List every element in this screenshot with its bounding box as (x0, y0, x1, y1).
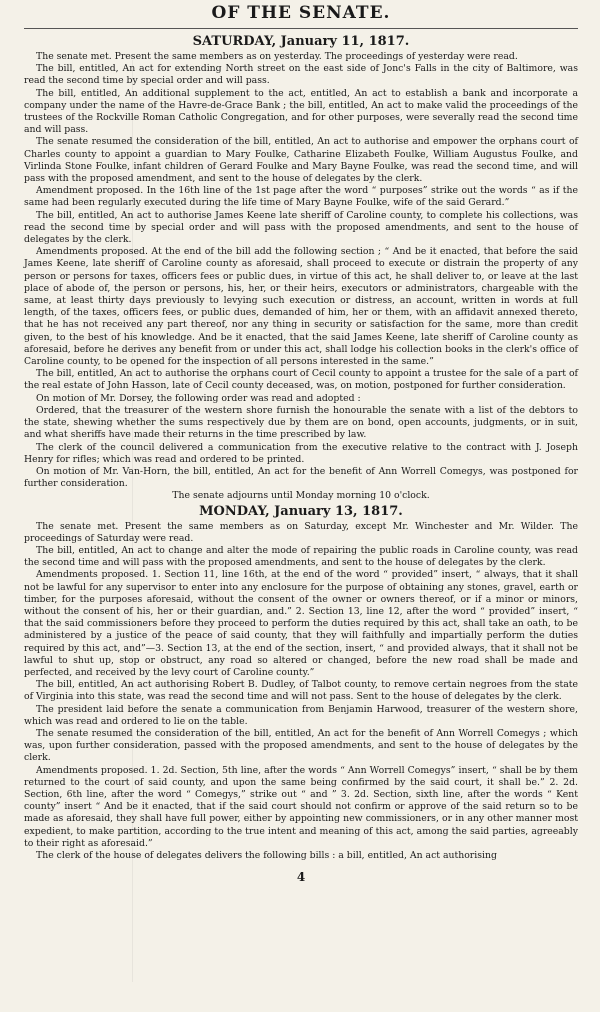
section-monday (24, 505, 578, 863)
paragraph: The bill, entitled, An act to authorise James Keene late sheriff of Caroline county, to complete his collections, was read the second time by special order and will pass with the proposed amendments, and sent to the house of delegates by the clerk. (24, 209, 578, 246)
paragraph: Amendment proposed. In the 16th line of the 1st page after the word “ purposes” strike out the words “ as if the same had been regularly executed during the life time of Mary Bayne Foulke, wife of the said Gerard.” (24, 185, 578, 209)
adjournment-line: The senate adjourns until Monday morning 10 o'clock. (172, 490, 430, 502)
section-date: SATURDAY, January 11, 1817. (192, 34, 410, 49)
paragraph: On motion of Mr. Van-Horn, the bill, entitled, An act for the benefit of Ann Worrell Comegys, was postponed for further consideration. (24, 465, 578, 490)
paragraph: The bill, entitled, An act to authorise the orphans court of Cecil county to appoint a trustee for the sale of a part of the real estate of John Hasson, late of Cecil county deceased, was, on motion, postponed for further consideration. (24, 368, 579, 392)
paragraph: The senate met. Present the same members as on yesterday. The proceedings of yesterday were read. (36, 51, 518, 62)
section-saturday (24, 35, 578, 503)
column-crease (132, 60, 133, 982)
paragraph: The clerk of the council delivered a communication from the executive relative to the contract with J. Joseph Henry for rifles; which was read and ordered to be printed. (24, 441, 578, 465)
paragraph: The bill, entitled, An act to change and alter the mode of repairing the public roads in Caroline county, was read the second time and will pass with the proposed amendments, and sent to the house of delegates by the clerk. (24, 544, 578, 569)
paragraph: The senate met. Present the same members as on Saturday, except Mr. Winchester and Mr. Wilder. The proceedings of Saturday were read. (24, 520, 578, 544)
paragraph: Amendments proposed. 1. Section 11, line 16th, at the end of the word “ provided” insert, “ always, that it shall not be lawful for any supervisor to enter into any enclosure for the purpose of obtaining any stones, gravel, earth or timber, for the purposes aforesaid, without the consent of the owner or owners thereof, or if a minor or minors, without the consent of his, her or their guardian, and.” 2. Section 13, line 12, after the word “ provided” insert, “ that the said commissioners before they proceed to perform the duties required by this act, shall take an oath, to be administered by a justice of the peace of said county, that they will faithfully and impartially perform the duties required by this act, and”—3. Section 13, at the end of the section, insert, “ and provided always, that it shall not be lawful to shut up, stop or obstruct, any road so altered or changed, before the new road shall be made and perfected, and received by the levy court of Caroline county.” (24, 569, 578, 678)
paragraph: Amendments proposed. At the end of the bill add the following section ; “ And be it enacted, that before the said James Keene, late sheriff of Caroline county as aforesaid, shall proceed to execute or distrain the property of any person or persons for taxes, officers fees or public dues, in virtue of this act, he shall deliver to, or leave at the last place of abode of, the person or persons, his, her, or their heirs, executors or administrators, chargeable with the same, at least thirty days previously to levying such execution or distress, an account, written in words at full length, of the taxes, officers fees, or public dues, demanded of him, her or them, with an affidavit annexed thereto, that he has not received any part thereof, nor any thing in security or satisfaction for the same, more than credit given, to the best of his knowledge. And be it enacted, that the said James Keene, late sheriff of Caroline county as aforesaid, before he derives any benefit from or under this act, shall lodge his collection books in the clerk's office of Caroline county, to be opened for the inspection of all persons interested in the same.” (24, 246, 578, 368)
paragraph: The president laid before the senate a communication from Benjamin Harwood, treasurer of the western shore, which was read and ordered to lie on the table. (24, 703, 578, 727)
paragraph: Amendments proposed. 1. 2d. Section, 5th line, after the words “ Ann Worrell Comegys” insert, “ shall be by them returned to the court of said county, and upon the same being confirmed by the said court, it shall be.” 2. 2d. Section, 6th line, after the word “ Comegys,” strike out “ and ” 3. 2d. Section, sixth line, after the words “ Kent county” insert “ And be it enacted, that if the said court should not confirm or approve of the said return so to be made as aforesaid, they shall have full power, either by appointing new commissioners, or in any other manner most expedient, to make partition, according to the true intent and meaning of this act, among the said parties, agreeably to their right as aforesaid.” (24, 764, 578, 849)
paragraph: On motion of Mr. Dorsey, the following order was read and adopted : (36, 392, 361, 404)
page-header: OF THE SENATE. (211, 3, 391, 23)
paragraph: The bill, entitled, An act for extending North street on the east side of Jonc's Falls in the city of Baltimore, was read the second time by special order and will pass. (24, 63, 578, 87)
paragraph: The bill, entitled, An additional supplement to the act, entitled, An act to establish a bank and incorporate a company under the name of the Havre-de-Grace Bank ; the bill, entitled, An act to make valid the proceedings of the trustees of the Rockville Roman Catholic Congregation, and for other purposes, were severally read the second time and will pass. (24, 87, 578, 136)
paragraph: The senate resumed the consideration of the bill, entitled, An act for the benefit of Ann Worrell Comegys ; which was, upon further consideration, passed with the proposed amendments, and sent to the house of delegates by the clerk. (24, 727, 578, 764)
section-date: MONDAY, January 13, 1817. (199, 503, 403, 519)
page-number: 4 (296, 870, 306, 885)
paragraph: Ordered, that the treasurer of the western shore furnish the honourable the senate with a list of the debtors to the state, shewing whether the sums respectively due by them are on bond, open accounts, judgments, or in suit, and what sheriffs have made their returns in the time prescribed by law. (24, 404, 578, 441)
paragraph: The senate resumed the consideration of the bill, entitled, An act to authorise and empower the orphans court of Charles county to appoint a guardian to Mary Foulke, Catharine Elizabeth Foulke, William Augustus Foulke, and Virlinda Stone Foulke, infant children of Gerard Foulke and Mary Bayne Foulke, was read the second time, and will pass with the proposed amendment, and sent to the house of delegates by the clerk. (24, 136, 578, 185)
header-rule (24, 28, 578, 29)
paragraph: The bill, entitled, An act authorising Robert B. Dudley, of Talbot county, to remove certain negroes from the state of Virginia into this state, was read the second time and will not pass. Sent to the house of delegates by the clerk. (24, 679, 578, 703)
paragraph: The clerk of the house of delegates delivers the following bills : a bill, entitled, An act authorising (36, 850, 497, 861)
